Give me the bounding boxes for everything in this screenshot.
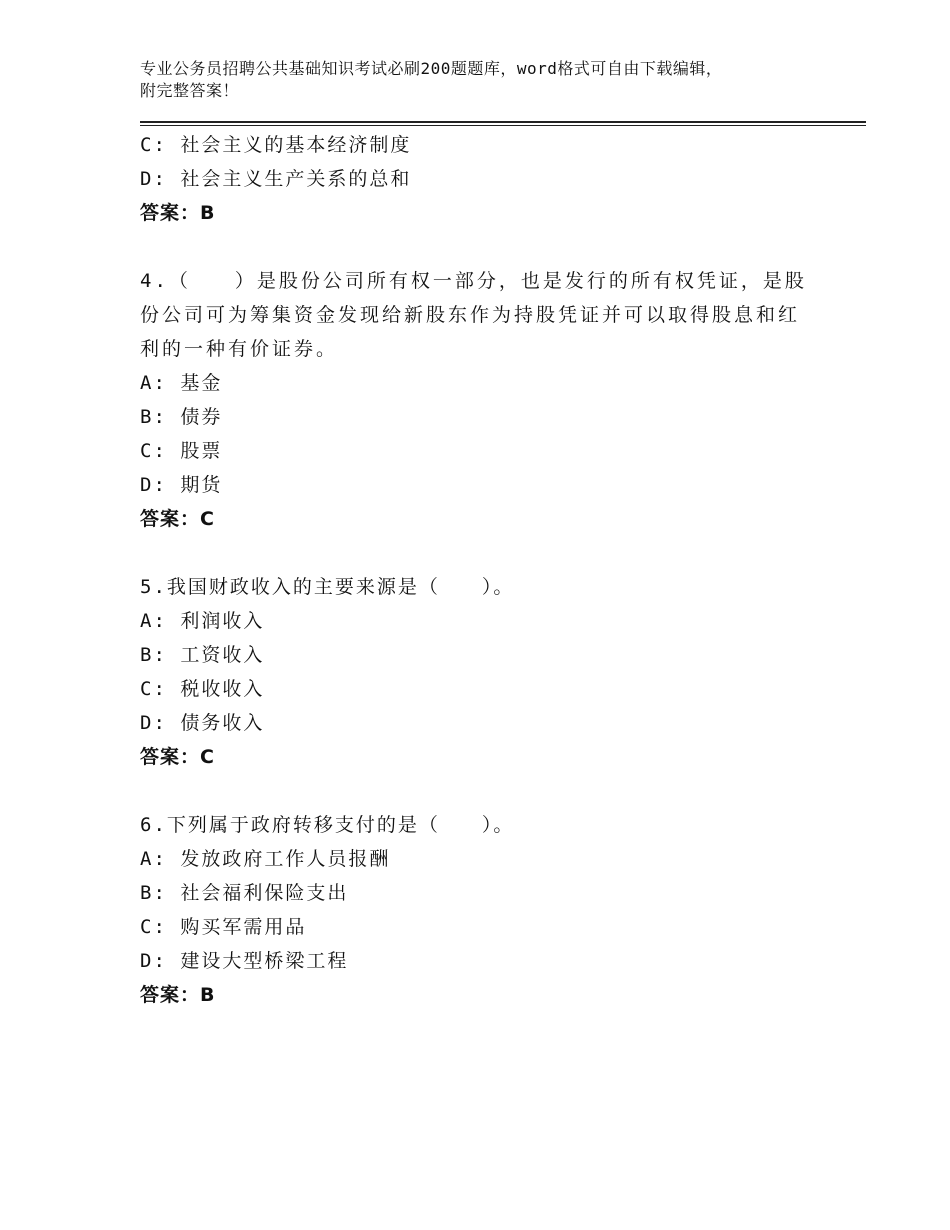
option-c: C: 购买军需用品 (140, 916, 307, 938)
question-text-line: 利的一种有价证券。 (140, 338, 339, 360)
option-b: B: 债券 (140, 406, 223, 428)
header-line-2: 附完整答案！ (140, 81, 240, 100)
spacer (140, 536, 820, 570)
header-rule-thick (140, 121, 866, 123)
option-d: D: 期货 (140, 474, 223, 496)
page-header (140, 58, 840, 102)
spacer (140, 230, 820, 264)
question-text-line: 份公司可为筹集资金发现给新股东作为持股凭证并可以取得股息和红 (140, 304, 801, 326)
answer: 答案：B (140, 984, 216, 1006)
answer: 答案：C (140, 508, 215, 530)
answer: 答案：B (140, 202, 216, 224)
option-a: A: 发放政府工作人员报酬 (140, 848, 391, 870)
question-text: 5.我国财政收入的主要来源是（ ）。 (140, 576, 515, 598)
option-a: A: 基金 (140, 372, 223, 394)
question-4 (140, 264, 820, 536)
option-a: A: 利润收入 (140, 610, 265, 632)
question-text-line: 4.（ ）是股份公司所有权一部分，也是发行的所有权凭证，是股 (140, 270, 807, 292)
question-5 (140, 570, 820, 774)
header-rule-thin (140, 125, 866, 126)
question-6 (140, 808, 820, 1012)
option-b: B: 社会福利保险支出 (140, 882, 349, 904)
option-c: C: 社会主义的基本经济制度 (140, 134, 412, 156)
answer: 答案：C (140, 746, 215, 768)
question-text: 6.下列属于政府转移支付的是（ ）。 (140, 814, 515, 836)
question-content (140, 128, 820, 1012)
option-c: C: 税收收入 (140, 678, 265, 700)
option-b: B: 工资收入 (140, 644, 265, 666)
option-c: C: 股票 (140, 440, 223, 462)
option-d: D: 债务收入 (140, 712, 265, 734)
option-d: D: 社会主义生产关系的总和 (140, 168, 412, 190)
spacer (140, 774, 820, 808)
question-3-tail (140, 128, 820, 230)
option-d: D: 建设大型桥梁工程 (140, 950, 349, 972)
header-line-1: 专业公务员招聘公共基础知识考试必刷200题题库，word格式可自由下载编辑， (140, 59, 723, 78)
